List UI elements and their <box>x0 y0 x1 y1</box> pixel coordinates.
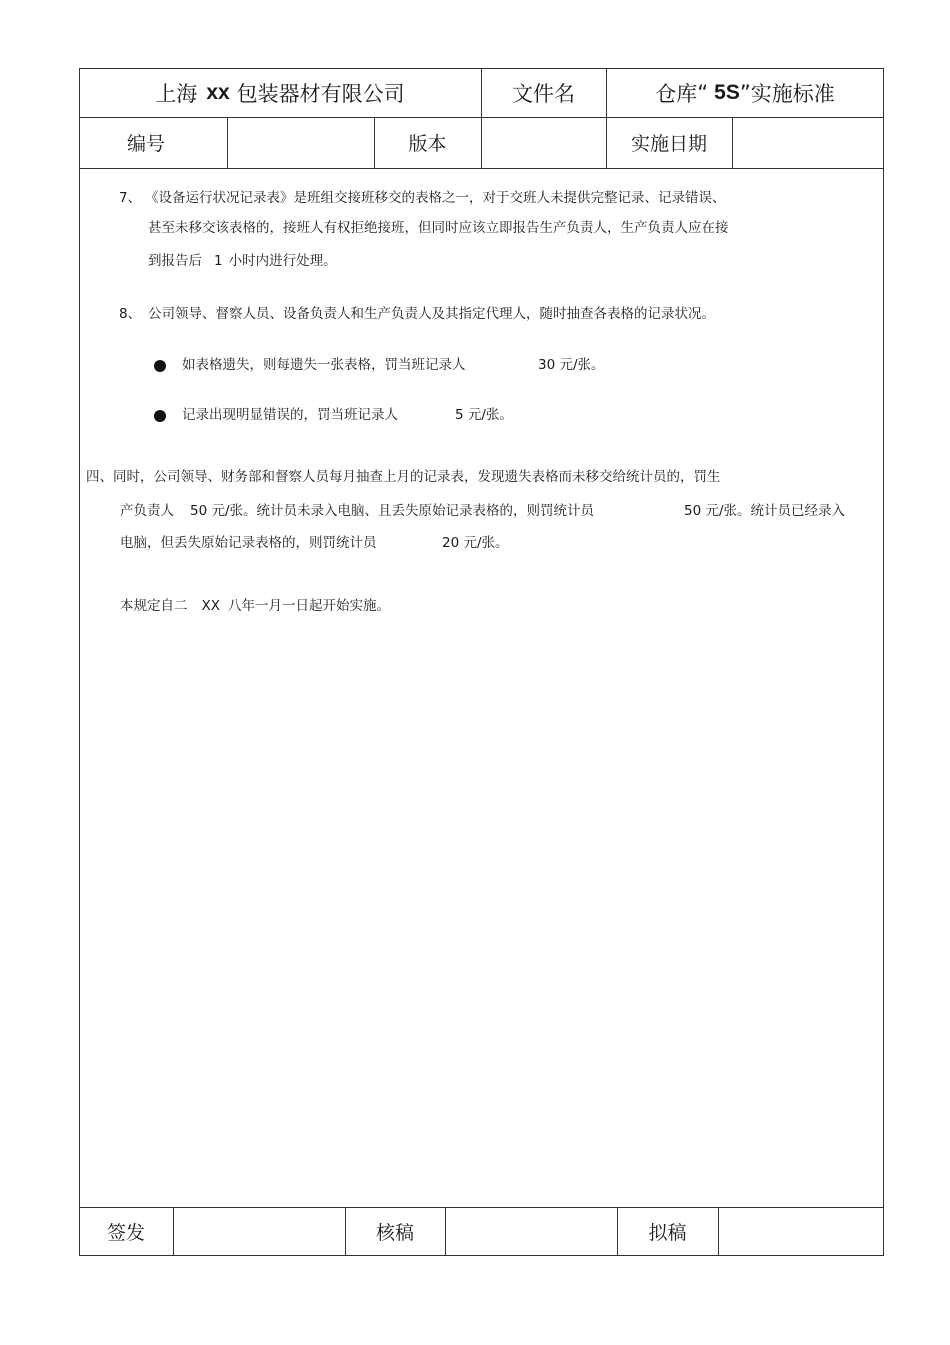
document-title-5s: 5S <box>714 80 740 104</box>
issue-label-text: 签发 <box>106 1222 145 1244</box>
item7-number: 7、 <box>119 190 142 206</box>
version-value <box>481 117 606 168</box>
item8-line1: 公司领导、督察人员、设备负责人和生产负责人及其指定代理人，随时抽查各表格的记录状况。 <box>148 306 715 322</box>
bullet1-amount: 30 元/张。 <box>538 357 605 373</box>
item7-line3-hours: 1 <box>214 253 223 269</box>
company-name <box>79 68 481 117</box>
bullet-dot <box>154 410 166 422</box>
section4-line1: 四、同时，公司领导、财务部和督察人员每月抽查上月的记录表，发现遗失表格而未移交给统计员的，罚生 <box>86 469 721 485</box>
number-value <box>227 117 374 168</box>
item8-number: 8、 <box>119 306 142 322</box>
effective-year-placeholder: XX <box>201 598 220 614</box>
implementation-date-value <box>732 117 884 168</box>
item7-line1: 《设备运行状况记录表》是班组交接班移交的表格之一，对于交班人未提供完整记录、记录错误、 <box>145 190 726 206</box>
bullet2-text: 记录出现明显错误的，罚当班记录人 <box>182 407 398 423</box>
version-label <box>374 117 481 168</box>
section4-line3-b: 20 元/张。 <box>442 535 509 551</box>
section4-line2-c: 50 元/张。统计员已经录入 <box>684 503 846 519</box>
close-quote: ” <box>739 80 751 105</box>
version-label-text: 版本 <box>408 133 447 155</box>
file-name-label <box>481 68 606 117</box>
document-title-suffix: 实施标准 <box>750 81 835 106</box>
document-frame <box>79 68 884 1256</box>
draft-label <box>617 1207 718 1256</box>
number-label-text: 编号 <box>127 133 166 155</box>
bullet2-amount: 5 元/张。 <box>455 407 513 423</box>
draft-value <box>718 1207 884 1256</box>
issue-label <box>79 1207 173 1256</box>
item7-line2: 甚至未移交该表格的，接班人有权拒绝接班，但同时应该立即报告生产负责人，生产负责人应在接 <box>148 220 729 236</box>
review-value <box>445 1207 617 1256</box>
draft-label-text: 拟稿 <box>648 1222 687 1244</box>
review-label-text: 核稿 <box>375 1222 414 1244</box>
bullet-dot <box>154 360 166 372</box>
company-name-placeholder: xx <box>206 80 230 104</box>
effective-c: 八年一月一日起开始实施。 <box>228 598 390 614</box>
section4-line2-a: 产负责人 <box>120 503 174 519</box>
item7-line3-a: 到报告后 <box>148 253 202 269</box>
number-label <box>79 117 227 168</box>
company-name-suffix: 包装器材有限公司 <box>236 81 405 106</box>
item7-line3-c: 小时内进行处理。 <box>228 253 337 269</box>
file-name-label-text: 文件名 <box>512 81 575 106</box>
implementation-date-label <box>606 117 732 168</box>
company-name-prefix: 上海 <box>155 81 198 106</box>
document-title-prefix: 仓库 <box>655 81 698 106</box>
item7-line3 <box>148 252 337 270</box>
review-label <box>345 1207 445 1256</box>
open-quote: “ <box>697 80 709 105</box>
issue-value <box>173 1207 345 1256</box>
bullet1-text: 如表格遗失，则每遗失一张表格，罚当班记录人 <box>182 357 466 373</box>
effective-a: 本规定自二 <box>120 598 188 614</box>
document-title <box>606 68 884 117</box>
effective-statement <box>120 597 390 615</box>
section4-line3-a: 电脑，但丢失原始记录表格的，则罚统计员 <box>120 535 377 551</box>
implementation-date-label-text: 实施日期 <box>630 133 707 155</box>
section4-line2-b: 50 元/张。统计员未录入电脑、且丢失原始记录表格的，则罚统计员 <box>190 503 595 519</box>
